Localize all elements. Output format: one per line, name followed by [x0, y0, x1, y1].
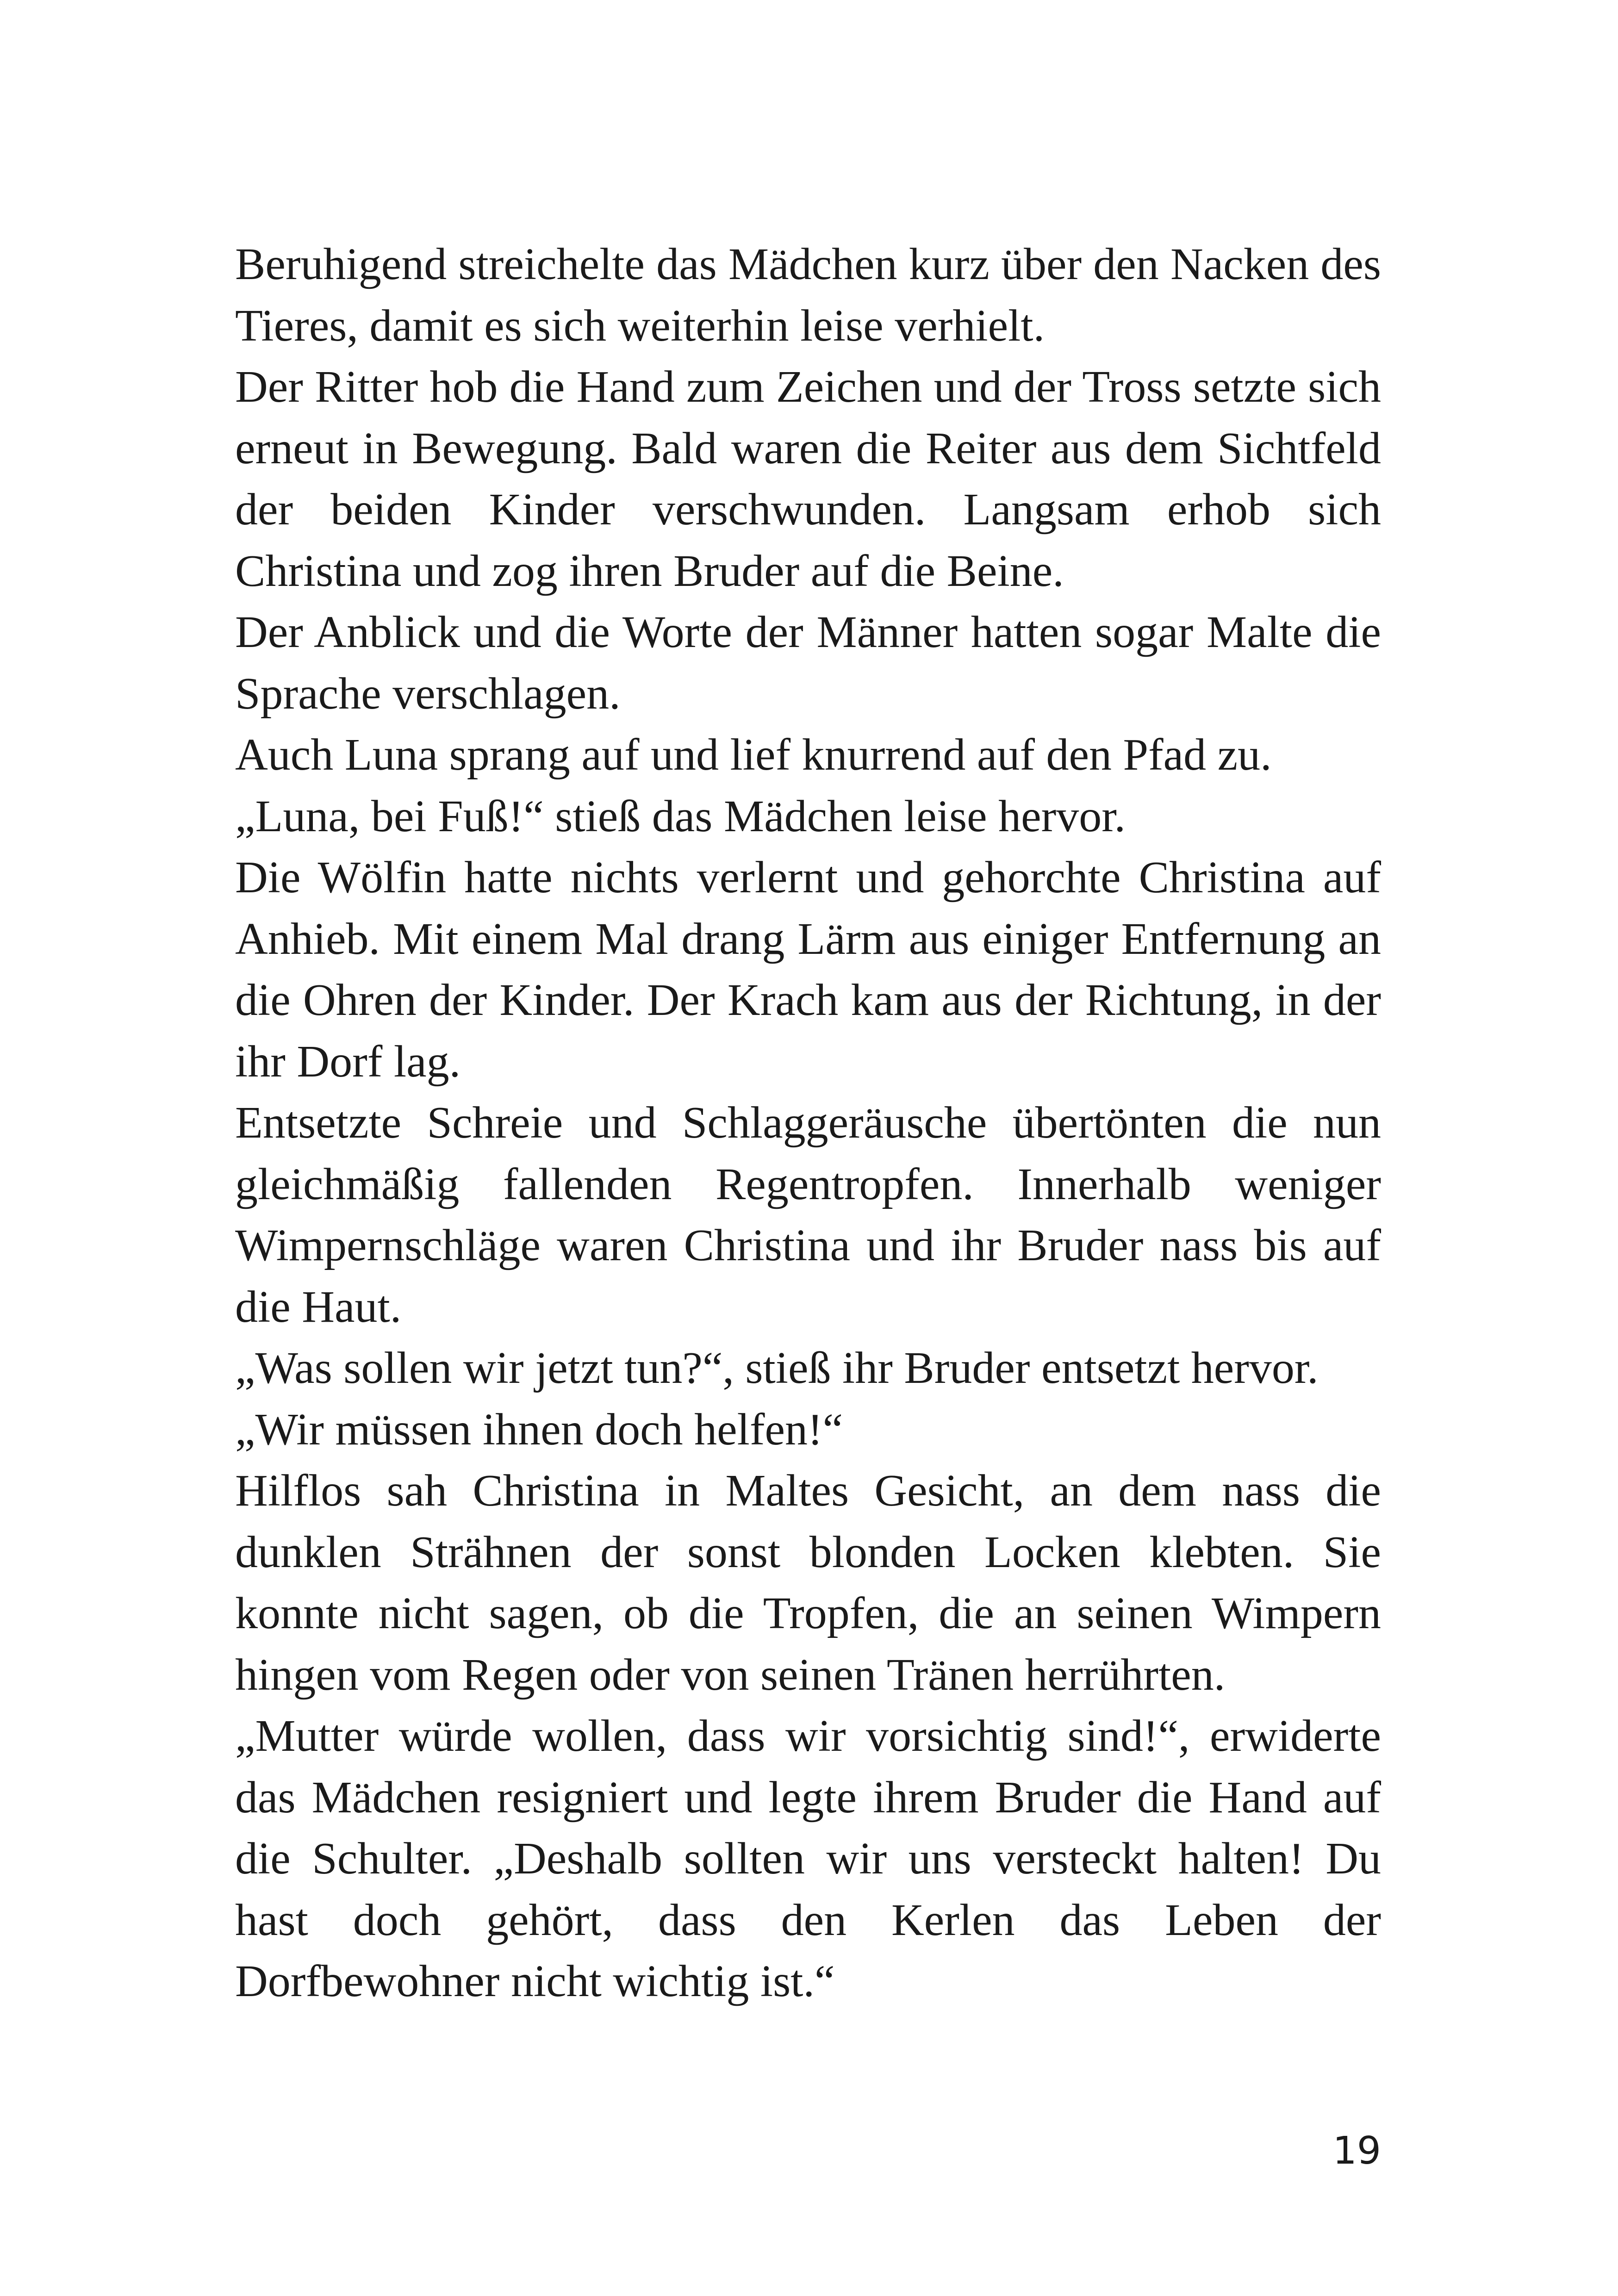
paragraph: Entsetzte Schreie und Schlaggeräusche übertönten die nun gleichmäßig fallenden Regentropfen. Innerhalb weniger Wimpernschläge waren Christina und ihr Bruder nass bis auf die Haut.: [235, 1098, 1381, 1332]
paragraph: Der Ritter hob die Hand zum Zeichen und der Tross setzte sich erneut in Bewegung. Bald waren die Reiter aus dem Sichtfeld der beiden Kinder verschwunden. Langsam erhob sich Christina und zog ihren Bruder auf die Beine.: [235, 362, 1381, 596]
paragraph: Die Wölfin hatte nichts verlernt und gehorchte Christina auf Anhieb. Mit einem Mal drang Lärm aus einiger Entfernung an die Ohren der Kinder. Der Krach kam aus der Richtung, in der ihr Dorf lag.: [235, 852, 1381, 1087]
page-number: 19: [1332, 2129, 1381, 2173]
paragraph: Hilflos sah Christina in Maltes Gesicht, an dem nass die dunklen Strähnen der sonst blonden Locken klebten. Sie konnte nicht sagen, ob die Tropfen, die an seinen Wimpern hingen vom Regen oder von seinen Tränen herrührten.: [235, 1466, 1381, 1700]
paragraph: „Was sollen wir jetzt tun?“, stieß ihr Bruder entsetzt hervor.: [235, 1343, 1319, 1393]
body-text: [235, 234, 1381, 2012]
paragraph: „Wir müssen ihnen doch helfen!“: [235, 1404, 843, 1455]
paragraph: Der Anblick und die Worte der Männer hatten sogar Malte die Sprache verschlagen.: [235, 607, 1381, 719]
paragraph: Auch Luna sprang auf und lief knurrend auf den Pfad zu.: [235, 730, 1272, 780]
paragraph: „Mutter würde wollen, dass wir vorsichtig sind!“, erwiderte das Mädchen resigniert und legte ihrem Bruder die Hand auf die Schulter. „Deshalb sollten wir uns versteckt halten! Du hast doch gehört, dass den Kerlen das Leben der Dorfbewohner nicht wichtig ist.“: [235, 1711, 1381, 2006]
paragraph: Beruhigend streichelte das Mädchen kurz über den Nacken des Tieres, damit es sich weiterhin leise verhielt.: [235, 239, 1381, 351]
paragraph: „Luna, bei Fuß!“ stieß das Mädchen leise hervor.: [235, 791, 1126, 841]
